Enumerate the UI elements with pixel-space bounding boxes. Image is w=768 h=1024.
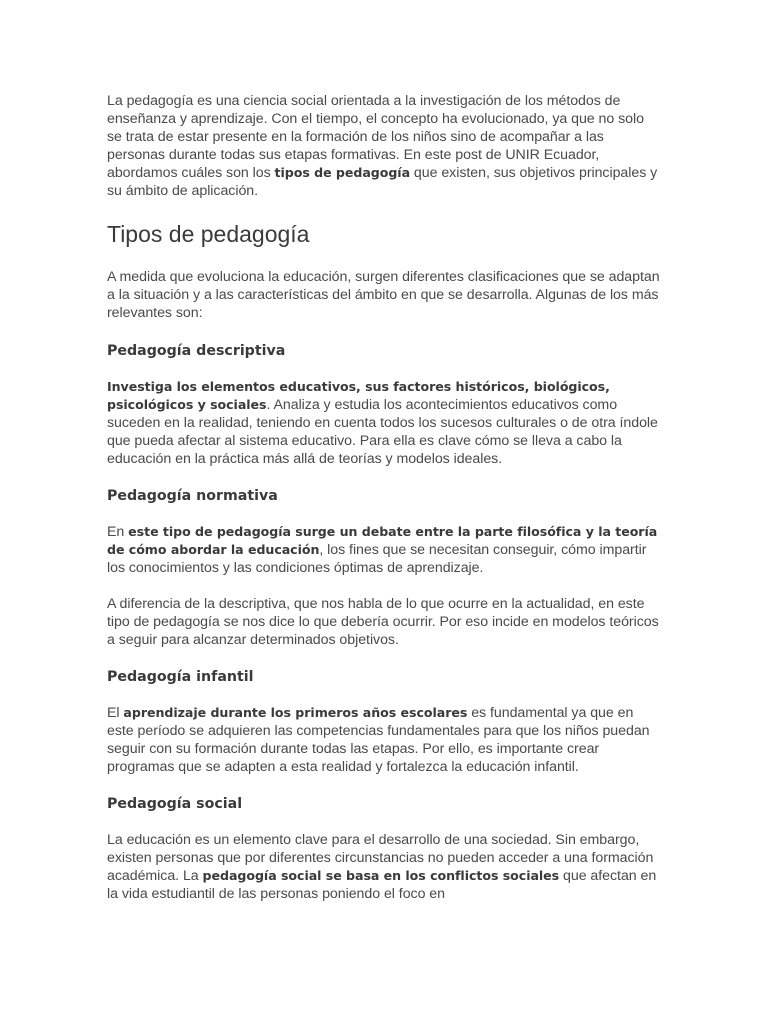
intro-text-2: que existen, sus objetivos principales y su ámbito de aplicación. [107, 165, 658, 199]
paragraph-descriptiva [107, 378, 662, 468]
descriptiva-bold-1: Investiga los elementos educativos, sus factores históricos, biológicos, psicológicos y sociales [107, 379, 610, 412]
normativa-text-0: En [107, 524, 129, 540]
paragraph-normativa-2: A diferencia de la descriptiva, que nos habla de lo que ocurre en la actualidad, en este tipo de pedagogía se nos dice lo que debería ocurrir. Por eso incide en modelos teóricos a seguir para alcanzar determinados objetivos. [107, 596, 659, 648]
paragraph-social [107, 831, 662, 903]
intro-paragraph [107, 92, 662, 200]
infantil-text-1: es fundamental ya que en este período se adquieren las competencias fundamentales para que los niños puedan seguir con su formación durante todas las etapas. Por ello, es importante crear programas que se adapten a esta realidad y fortalezca la educación infantil. [107, 705, 650, 775]
infantil-text-0: El [107, 705, 124, 721]
infantil-bold-1: aprendizaje durante los primeros años escolares [123, 705, 468, 720]
heading-descriptiva: Pedagogía descriptiva [107, 343, 286, 359]
social-text-0: La educación es un elemento clave para el desarrollo de una sociedad. Sin embargo, existen personas que por diferentes circunstancias no pueden acceder a una formación académica. La [107, 832, 654, 884]
intro-bold-1: tipos de pedagogía [274, 165, 411, 180]
lead-paragraph: A medida que evoluciona la educación, surgen diferentes clasificaciones que se adaptan a la situación y a las características del ámbito en que se desarrolla. Algunas de los más relevantes son: [107, 269, 660, 321]
paragraph-infantil [107, 704, 662, 776]
heading-infantil: Pedagogía infantil [107, 669, 254, 685]
section-title: Tipos de pedagogía [107, 221, 310, 247]
heading-normativa: Pedagogía normativa [107, 488, 278, 504]
normativa-text-1: , los fines que se necesitan conseguir, cómo impartir los conocimientos y las condiciones óptimas de aprendizaje. [107, 542, 647, 576]
normativa-bold-1: este tipo de pedagogía surge un debate entre la parte filosófica y la teoría de cómo abordar la educación [107, 524, 658, 557]
social-bold-1: pedagogía social se basa en los conflictos sociales [202, 868, 560, 883]
social-text-1: que afectan en la vida estudiantil de las personas poniendo el foco en [107, 868, 657, 902]
paragraph-normativa-1 [107, 523, 662, 577]
document-page [107, 92, 662, 903]
heading-social: Pedagogía social [107, 796, 243, 812]
descriptiva-text-1: . Analiza y estudia los acontecimientos educativos como suceden en la realidad, teniendo en cuenta todos los sucesos culturales o de otra índole que pueda afectar al sistema educativo. Para ella es clave cómo se lleva a cabo la educación en la práctica más allá de teorías y modelos ideales. [107, 397, 658, 467]
intro-text-1: La pedagogía es una ciencia social orientada a la investigación de los métodos de enseñanza y aprendizaje. Con el tiempo, el concepto ha evolucionado, ya que no solo se trata de estar presente en la formación de los niños sino de acompañar a las personas durante todas sus etapas formativas. En este post de UNIR Ecuador, abordamos cuáles son los [107, 93, 644, 181]
